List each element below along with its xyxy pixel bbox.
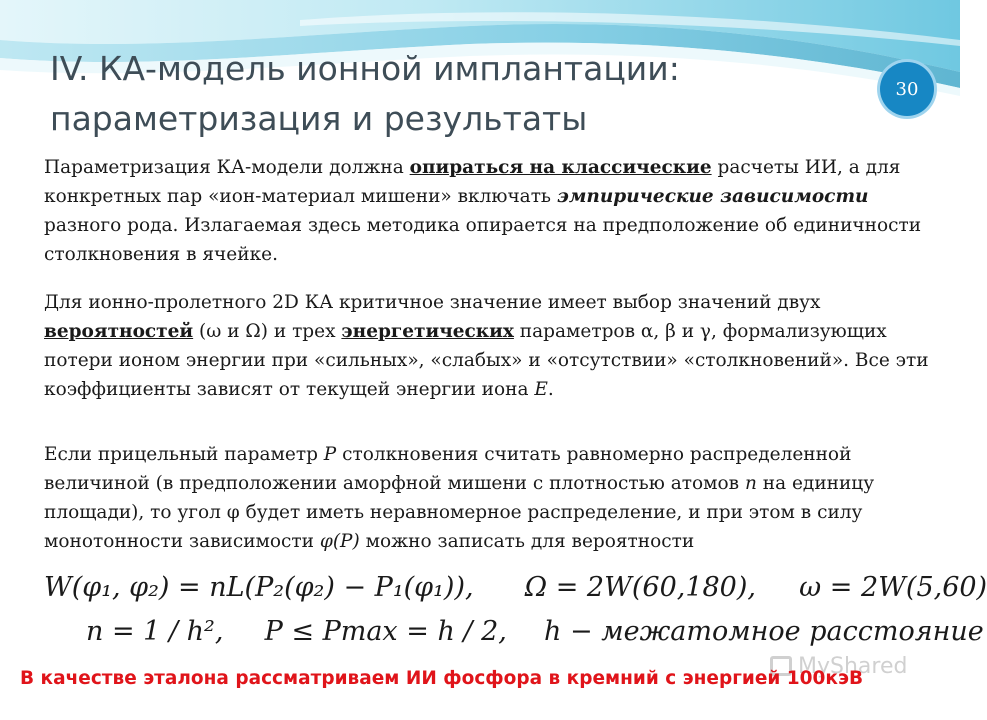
p2-text-3: параметров α, β и γ, формализующих потери ионом энергии при «сильных», «слабых» и «отсутствии» «столкновений». Все эти коэффициенты зависят от текущей энергии иона [44,321,929,400]
formula-w: W(φ₁, φ₂) = nL(P₂(φ₂) − P₁(φ₁)), [44,572,474,603]
p3-var-phi: φ(P) [319,531,360,552]
paragraph-impact-parameter [44,440,940,556]
p1-emphasis-classic: опираться на классические [409,157,712,178]
formula-omega-small: ω = 2W(5,60) [799,572,987,603]
p3-text-3: на единицу площади), то угол φ будет иметь неравномерное распределение, и при этом в силу монотонности зависимости [44,473,875,552]
p1-text-1: Параметризация КА-модели должна [44,157,410,178]
formula-omega-capital: Ω = 2W(60,180), [524,572,756,603]
p3-text-2: столкновения считать равномерно распределенной величиной (в предположении аморфной мишени с плотностью атомов [44,444,852,494]
p3-var-n: n [744,473,757,494]
formula-n: n = 1 / h², [86,616,224,647]
p2-text-2: (ω и Ω) и трех [193,321,342,342]
title-line-1: IV. КА-модель ионной имплантации: [50,49,680,88]
p1-text-2: расчеты ИИ, а для конкретных пар «ион-материал мишени» включать [44,157,901,207]
p2-text-4: . [547,379,554,400]
p1-text-3: разного рода. Излагаемая здесь методика опирается на предположение об единичности столкновения в ячейке. [44,215,922,265]
paragraph-probabilities [44,288,940,404]
p2-emphasis-probabilities: вероятностей [44,321,194,342]
formula-line-2 [86,614,986,650]
p3-text-1: Если прицельный параметр [44,444,324,465]
reference-note: В качестве эталона рассматриваем ИИ фосфора в кремний с энергией 100кэВ [20,668,864,689]
formula-p-max: P ≤ Pmax = h / 2, [264,616,507,647]
paragraph-parametrization [44,153,940,269]
formula-h: h − межатомное расстояние [544,616,984,647]
title-line-2: параметризация и результаты [50,99,588,138]
watermark-text: MyShared [798,654,908,679]
formula-line-1 [44,570,987,606]
p2-emphasis-energy: энергетических [341,321,514,342]
p3-text-4: можно записать для вероятности [359,531,695,552]
p3-var-p: P [323,444,337,465]
p2-var-energy: E [534,379,548,400]
page-title [50,44,870,144]
p2-text-1: Для ионно-пролетного 2D КА критичное значение имеет выбор значений двух [44,292,821,313]
p1-emphasis-empirical: эмпирические зависимости [556,186,869,207]
slide-number-badge: 30 [880,62,934,116]
